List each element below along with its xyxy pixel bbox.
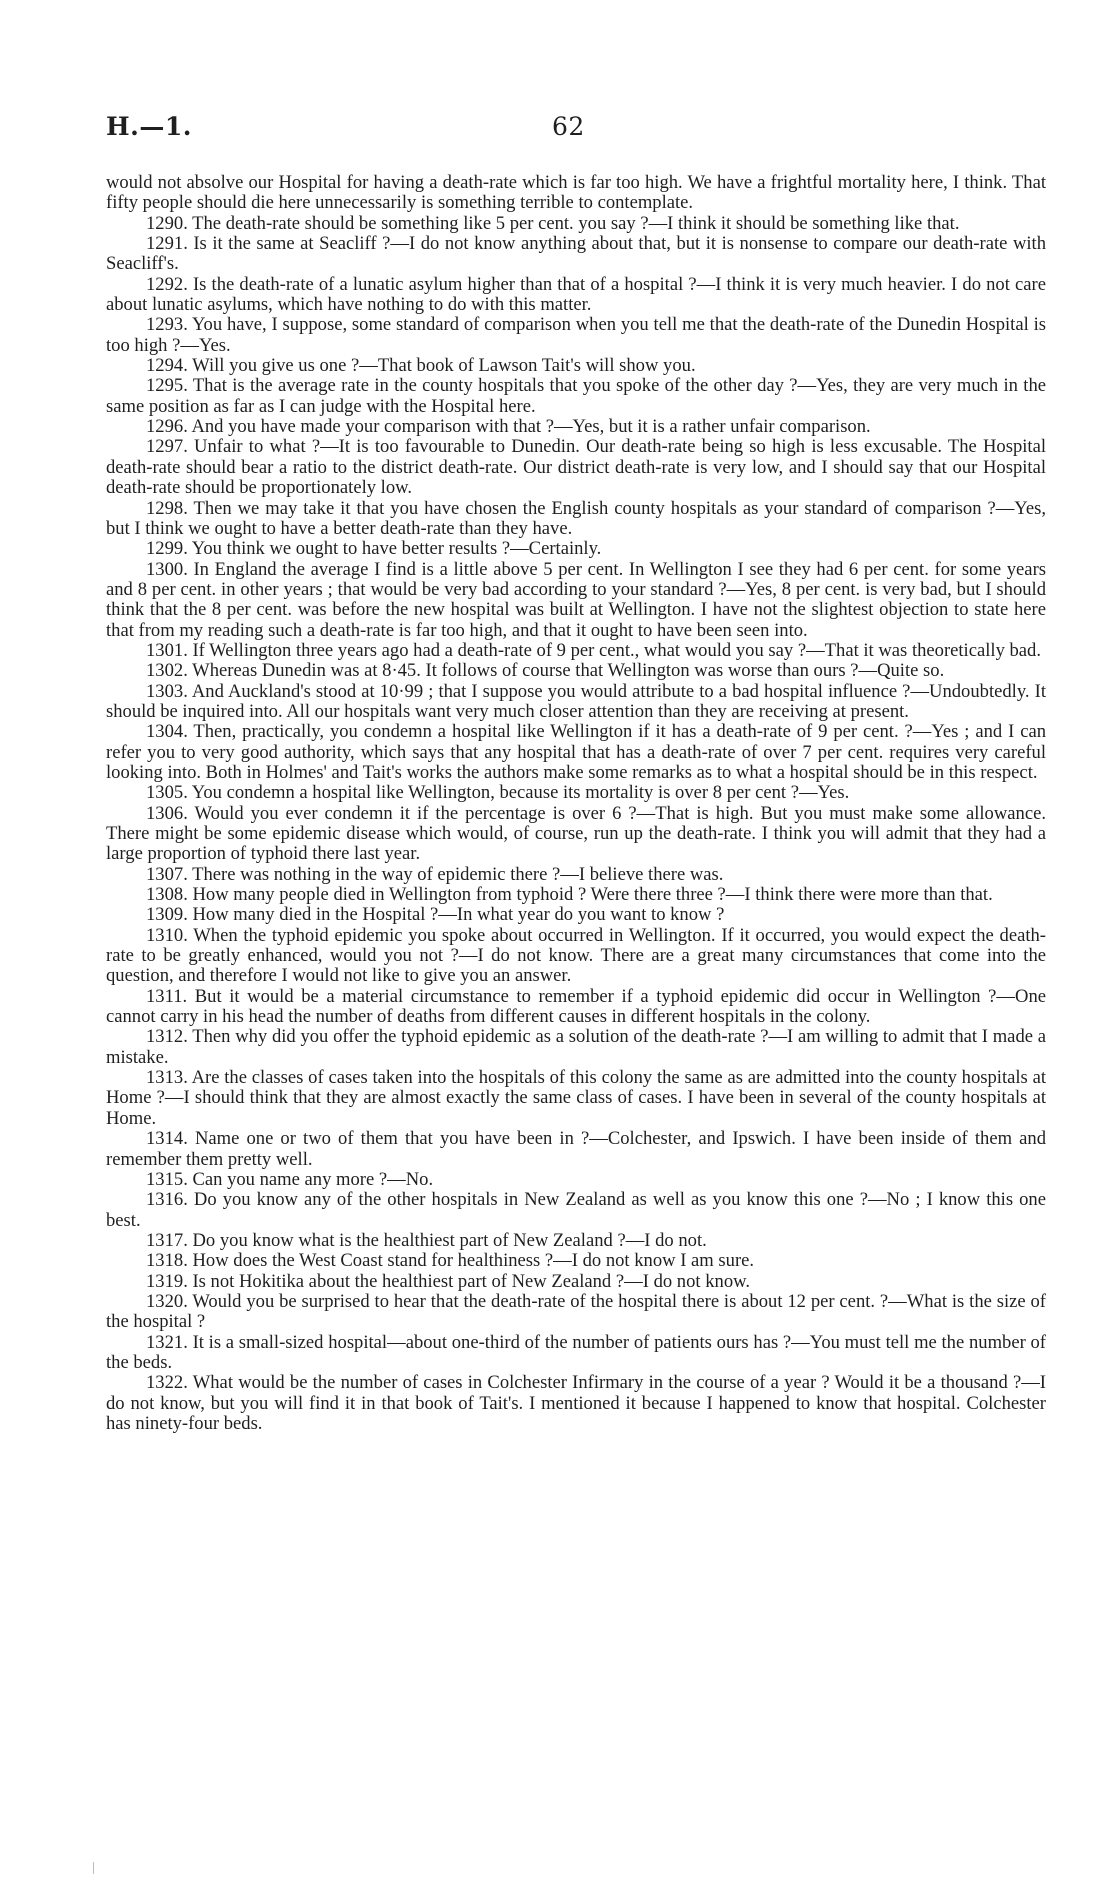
question-1313: 1313. Are the classes of cases taken into the hospitals of this colony the same as are admitted into the county hospitals at Home ?—I should think that they are almost exactly the same class of cases. I have been in several of the county hospitals at Home. xyxy=(106,1067,1046,1129)
question-1319: 1319. Is not Hokitika about the healthiest part of New Zealand ?—I do not know. xyxy=(146,1270,750,1292)
question-1310: 1310. When the typhoid epidemic you spoke about occurred in Wellington. If it occurred, you would expect the death-rate to be greatly enhanced, would you not ?—I do not know. There are a great many circumstances that come into the question, and therefore I would not like to give you an answer. xyxy=(106,924,1046,987)
question-1293: 1293. You have, I suppose, some standard of comparison when you tell me that the death-rate of the Dunedin Hospital is too high ?—Yes. xyxy=(106,314,1046,356)
page-header xyxy=(106,112,1046,152)
question-1301: 1301. If Wellington three years ago had a death-rate of 9 per cent., what would you say ?—That it was theoretically bad. xyxy=(146,639,1042,661)
question-1296: 1296. And you have made your comparison with that ?—Yes, but it is a rather unfair comparison. xyxy=(146,416,871,438)
question-1314: 1314. Name one or two of them that you have been in ?—Colchester, and Ipswich. I have been inside of them and remember them pretty well. xyxy=(106,1128,1046,1170)
question-1307: 1307. There was nothing in the way of epidemic there ?—I believe there was. xyxy=(146,863,724,885)
question-1320: 1320. Would you be surprised to hear that the death-rate of the hospital there is about 12 per cent. ?—What is the size of the hospital ? xyxy=(106,1290,1046,1333)
question-1315: 1315. Can you name any more ?—No. xyxy=(146,1168,434,1190)
series-label: H.—1. xyxy=(106,112,192,141)
question-1316: 1316. Do you know any of the other hospitals in New Zealand as well as you know this one ?—No ; I know this one best. xyxy=(106,1189,1046,1231)
question-1294: 1294. Will you give us one ?—That book of Lawson Tait's will show you. xyxy=(146,355,696,377)
question-1303: 1303. And Auckland's stood at 10·99 ; that I suppose you would attribute to a bad hospital influence ?—Undoubtedly. It should be inquired into. All our hospitals want very much closer attention than they are receiving at present. xyxy=(106,680,1046,722)
question-1297: 1297. Unfair to what ?—It is too favourable to Dunedin. Our death-rate being so high is less excusable. The Hospital death-rate should bear a ratio to the district death-rate. Our district death-rate is very low, and I should say that our Hospital death-rate should be proportionately low. xyxy=(106,436,1046,499)
question-1322: 1322. What would be the number of cases in Colchester Infirmary in the course of a year ? Would it be a thousand ?—I do not know, but you will find it in that book of Tait's. I mentioned it because I happened to know that hospital. Colchester has ninety-four beds. xyxy=(106,1372,1046,1434)
question-1304: 1304. Then, practically, you condemn a hospital like Wellington if it has a death-rate of 9 per cent. ?—Yes ; and I can refer you to very good authority, which says that any hospital that has a death-rate of over 7 per cent. requires very careful looking into. Both in Holmes' and Tait's works the authors make some remarks as to what a hospital should be in this respect. xyxy=(106,721,1046,783)
question-1302: 1302. Whereas Dunedin was at 8·45. It follows of course that Wellington was worse than ours ?—Quite so. xyxy=(146,660,945,682)
question-1317: 1317. Do you know what is the healthiest part of New Zealand ?—I do not. xyxy=(146,1229,707,1251)
question-1300: 1300. In England the average I find is a little above 5 per cent. In Wellington I see they had 6 per cent. for some years and 8 per cent. in other years ; that would be very bad according to your standard ?—Yes, 8 per cent. is very bad, but I should think that the 8 per cent. was before the new hospital was built at Wellington. I have not the slightest objection to state here that from my reading such a death-rate is far too high, and that it ought to have been seen into. xyxy=(106,558,1046,641)
question-1306: 1306. Would you ever condemn it if the percentage is over 6 ?—That is high. But you must make some allowance. There might be some epidemic disease which would, of course, run up the death-rate. I think you will admit that they had a large proportion of typhoid there last year. xyxy=(106,802,1046,865)
question-1309: 1309. How many died in the Hospital ?—In what year do you want to know ? xyxy=(146,904,725,926)
question-1312: 1312. Then why did you offer the typhoid epidemic as a solution of the death-rate ?—I am willing to admit that I made a mistake. xyxy=(106,1026,1046,1068)
margin-mark xyxy=(93,1862,94,1874)
question-1292: 1292. Is the death-rate of a lunatic asylum higher than that of a hospital ?—I think it is very much heavier. I do not care about lunatic asylums, which have nothing to do with this matter. xyxy=(106,273,1046,316)
page-number: 62 xyxy=(552,112,585,141)
question-1295: 1295. That is the average rate in the county hospitals that you spoke of the other day ?—Yes, they are very much in the same position as far as I can judge with the Hospital here. xyxy=(106,375,1046,417)
question-1299: 1299. You think we ought to have better results ?—Certainly. xyxy=(146,538,602,560)
question-1305: 1305. You condemn a hospital like Wellington, because its mortality is over 8 per cent ?—Yes. xyxy=(146,782,850,804)
paragraph-continuation: would not absolve our Hospital for having a death-rate which is far too high. We have a frightful mortality here, I think. That fifty people should die here unnecessarily is something terrible to contemplate. xyxy=(106,172,1046,214)
question-1298: 1298. Then we may take it that you have chosen the English county hospitals as your standard of comparison ?—Yes, but I think we ought to have a better death-rate than they have. xyxy=(106,497,1046,539)
question-1308: 1308. How many people died in Wellington from typhoid ? Were there three ?—I think there were more than that. xyxy=(146,884,993,906)
question-1321: 1321. It is a small-sized hospital—about one-third of the number of patients ours has ?—You must tell me the number of the beds. xyxy=(106,1331,1046,1373)
testimony-text xyxy=(106,173,1046,1434)
question-1291: 1291. Is it the same at Seacliff ?—I do not know anything about that, but it is nonsense to compare our death-rate with Seacliff's. xyxy=(106,233,1046,275)
question-1311: 1311. But it would be a material circumstance to remember if a typhoid epidemic did occur in Wellington ?—One cannot carry in his head the number of deaths from different causes in different hospitals in the colony. xyxy=(106,985,1046,1028)
question-1290: 1290. The death-rate should be something like 5 per cent. you say ?—I think it should be something like that. xyxy=(146,212,960,234)
question-1318: 1318. How does the West Coast stand for healthiness ?—I do not know I am sure. xyxy=(146,1250,755,1272)
